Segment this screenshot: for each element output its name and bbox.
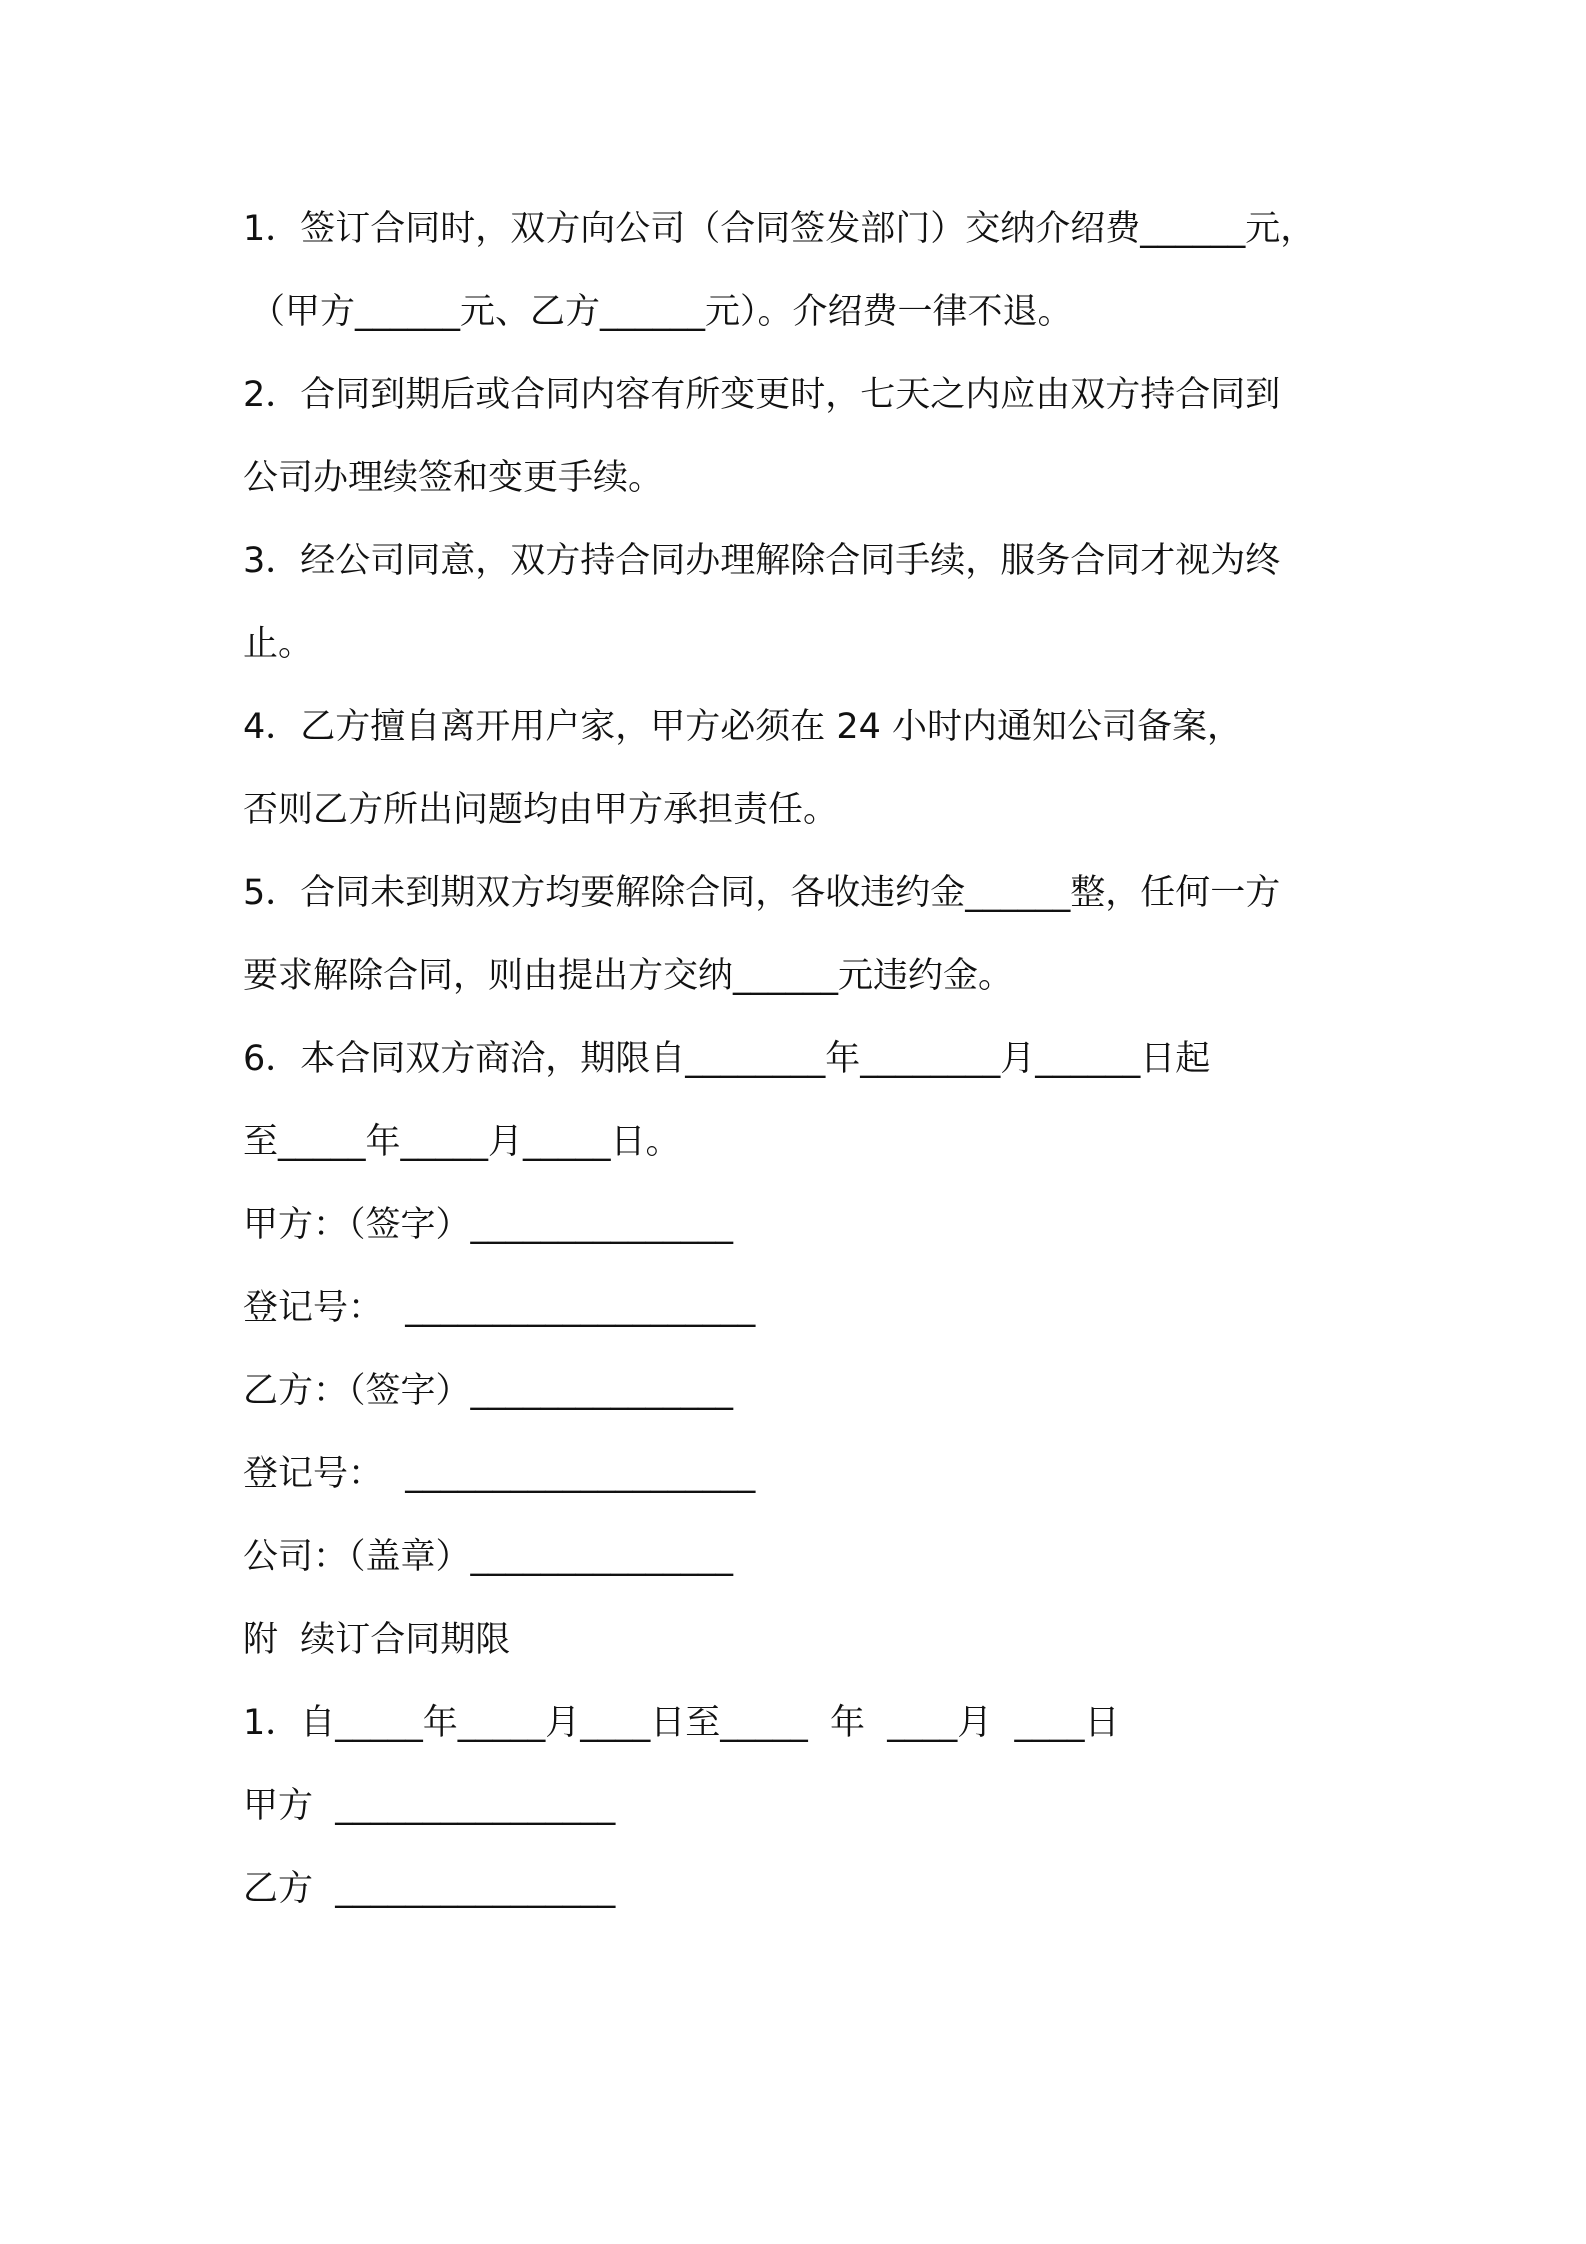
renewal-party-a-line: 甲方 ________________	[243, 1786, 616, 1826]
renewal-period-line: 1．自_____年_____月____日至_____ 年 ____月 ____日	[243, 1703, 1120, 1743]
clause-2-line-1: 2．合同到期后或合同内容有所变更时，七天之内应由双方持合同到	[243, 375, 1281, 415]
party-b-registration-line: 登记号： ____________________	[243, 1454, 756, 1494]
clause-5-line-2: 要求解除合同，则由提出方交纳______元违约金。	[243, 956, 1014, 996]
clause-1-line-2: （甲方______元、乙方______元）。介绍费一律不退。	[250, 292, 1073, 332]
clause-3-line-1: 3．经公司同意，双方持合同办理解除合同手续，服务合同才视为终	[243, 541, 1281, 581]
clause-3-line-2: 止。	[243, 624, 314, 664]
party-a-signature-line: 甲方：（签字）_______________	[243, 1205, 734, 1245]
party-b-signature-line: 乙方：（签字）_______________	[243, 1371, 734, 1411]
clause-1-line-1: 1．签订合同时，双方向公司（合同签发部门）交纳介绍费______元，	[243, 209, 1316, 249]
company-seal-line: 公司：（盖章）_______________	[243, 1537, 734, 1577]
clause-6-line-1: 6．本合同双方商洽，期限自________年________月______日起	[243, 1039, 1211, 1079]
clause-4-line-2: 否则乙方所出问题均由甲方承担责任。	[243, 790, 839, 830]
renewal-party-b-line: 乙方 ________________	[243, 1869, 616, 1909]
party-a-registration-line: 登记号： ____________________	[243, 1288, 756, 1328]
clause-4-line-1: 4．乙方擅自离开用户家，甲方必须在 24 小时内通知公司备案，	[243, 707, 1243, 747]
clause-2-line-2: 公司办理续签和变更手续。	[243, 458, 664, 498]
clause-6-line-2: 至_____年_____月_____日。	[243, 1122, 681, 1162]
clause-5-line-1: 5．合同未到期双方均要解除合同，各收违约金______整，任何一方	[243, 873, 1281, 913]
appendix-heading: 附 续订合同期限	[243, 1620, 511, 1660]
